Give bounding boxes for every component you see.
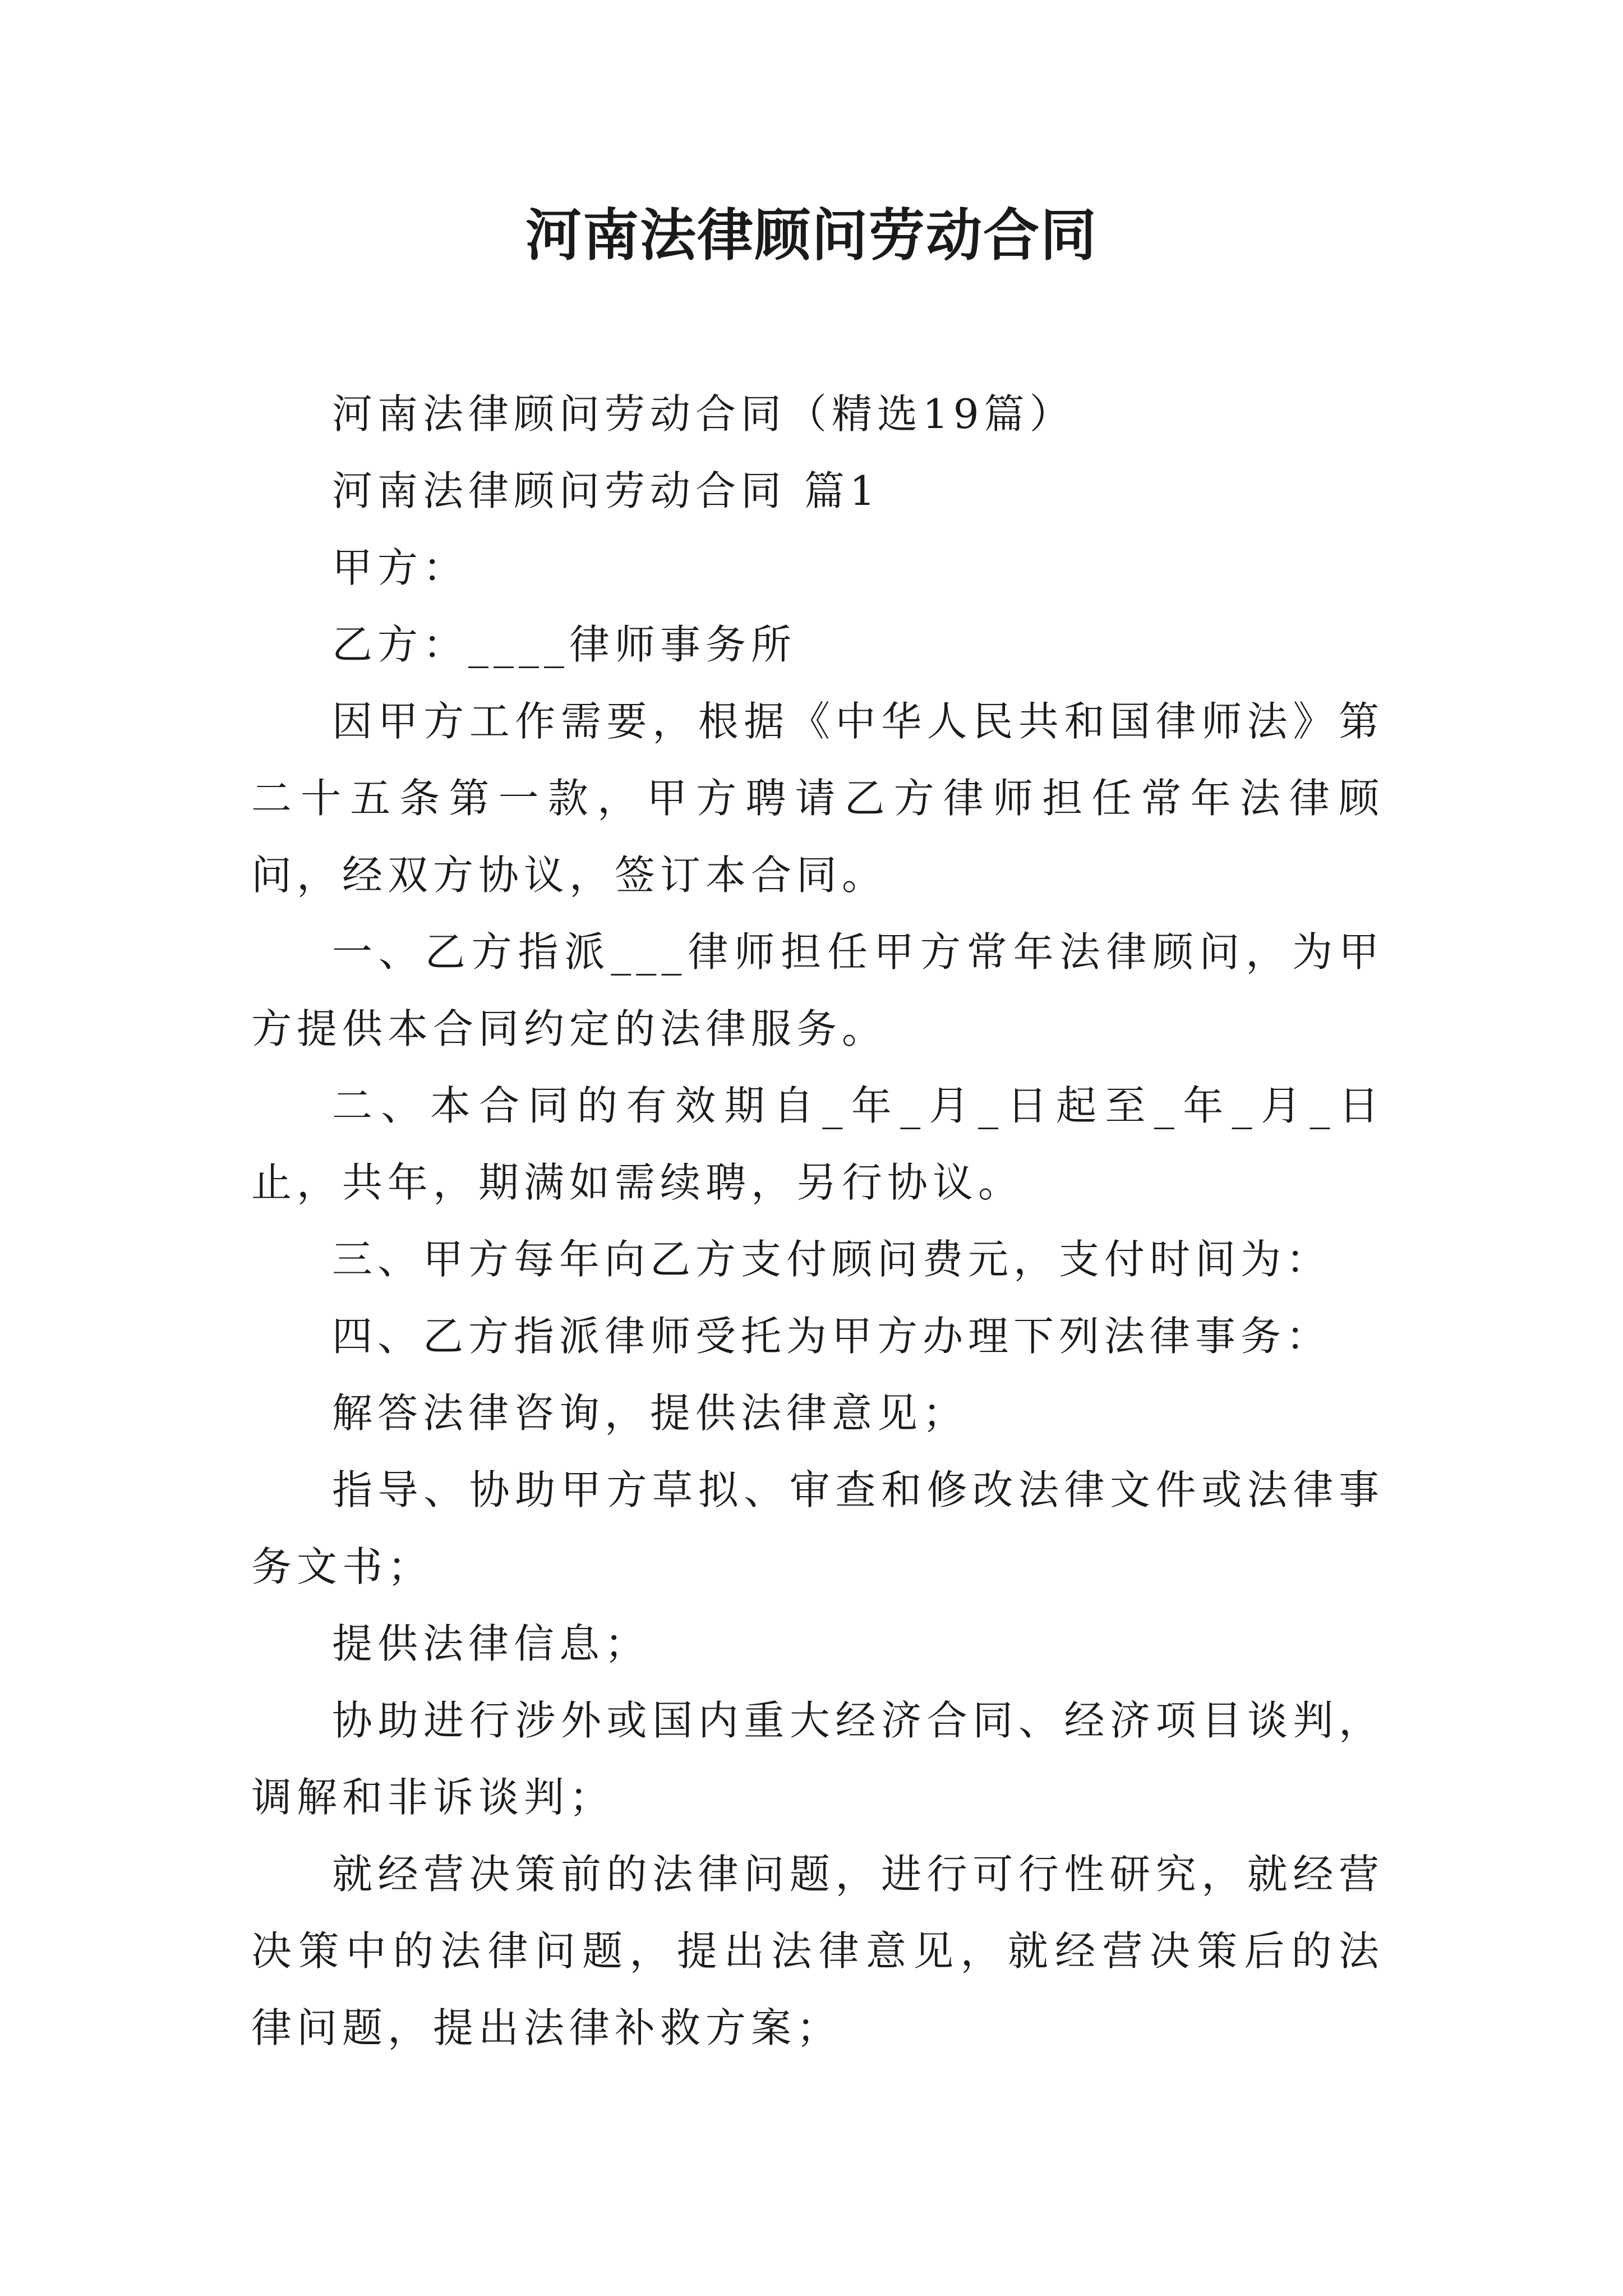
paragraph-clause-3: 三、甲方每年向乙方支付顾问费元，支付时间为： <box>332 1236 1332 1283</box>
document-title: 河南法律顾问劳动合同 <box>525 203 1098 268</box>
paragraph-section-heading: 河南法律顾问劳动合同 篇1 <box>332 467 880 514</box>
paragraph-preamble: 因甲方工作需要，根据《中华人民共和国律师法》第二十五条第一款，甲方聘请乙方律师担任常年法律顾问，经双方协议，签订本合同。 <box>251 698 1384 899</box>
paragraph-party-a: 甲方： <box>332 544 469 591</box>
paragraph-clause-1: 一、乙方指派___律师担任甲方常年法律顾问，为甲方提供本合同约定的法律服务。 <box>251 928 1384 1052</box>
paragraph-clause-4: 四、乙方指派律师受托为甲方办理下列法律事务： <box>332 1313 1332 1360</box>
paragraph-service-item: 指导、协助甲方草拟、审查和修改法律文件或法律事务文书； <box>251 1466 1384 1590</box>
paragraph-service-item: 就经营决策前的法律问题，进行可行性研究，就经营决策中的法律问题，提出法律意见，就经营决策后的法律问题，提出法律补救方案； <box>251 1851 1384 2051</box>
paragraph-subtitle: 河南法律顾问劳动合同（精选19篇） <box>332 390 1075 438</box>
paragraph-service-item: 协助进行涉外或国内重大经济合同、经济项目谈判，调解和非诉谈判； <box>251 1697 1384 1821</box>
document-body <box>251 376 1384 2067</box>
paragraph-clause-2: 二、本合同的有效期自_年_月_日起至_年_月_日止，共年，期满如需续聘，另行协议。 <box>251 1082 1384 1206</box>
paragraph-party-b: 乙方：____律师事务所 <box>332 621 797 668</box>
paragraph-service-item: 解答法律咨询，提供法律意见； <box>332 1389 969 1437</box>
paragraph-service-item: 提供法律信息； <box>332 1620 651 1667</box>
